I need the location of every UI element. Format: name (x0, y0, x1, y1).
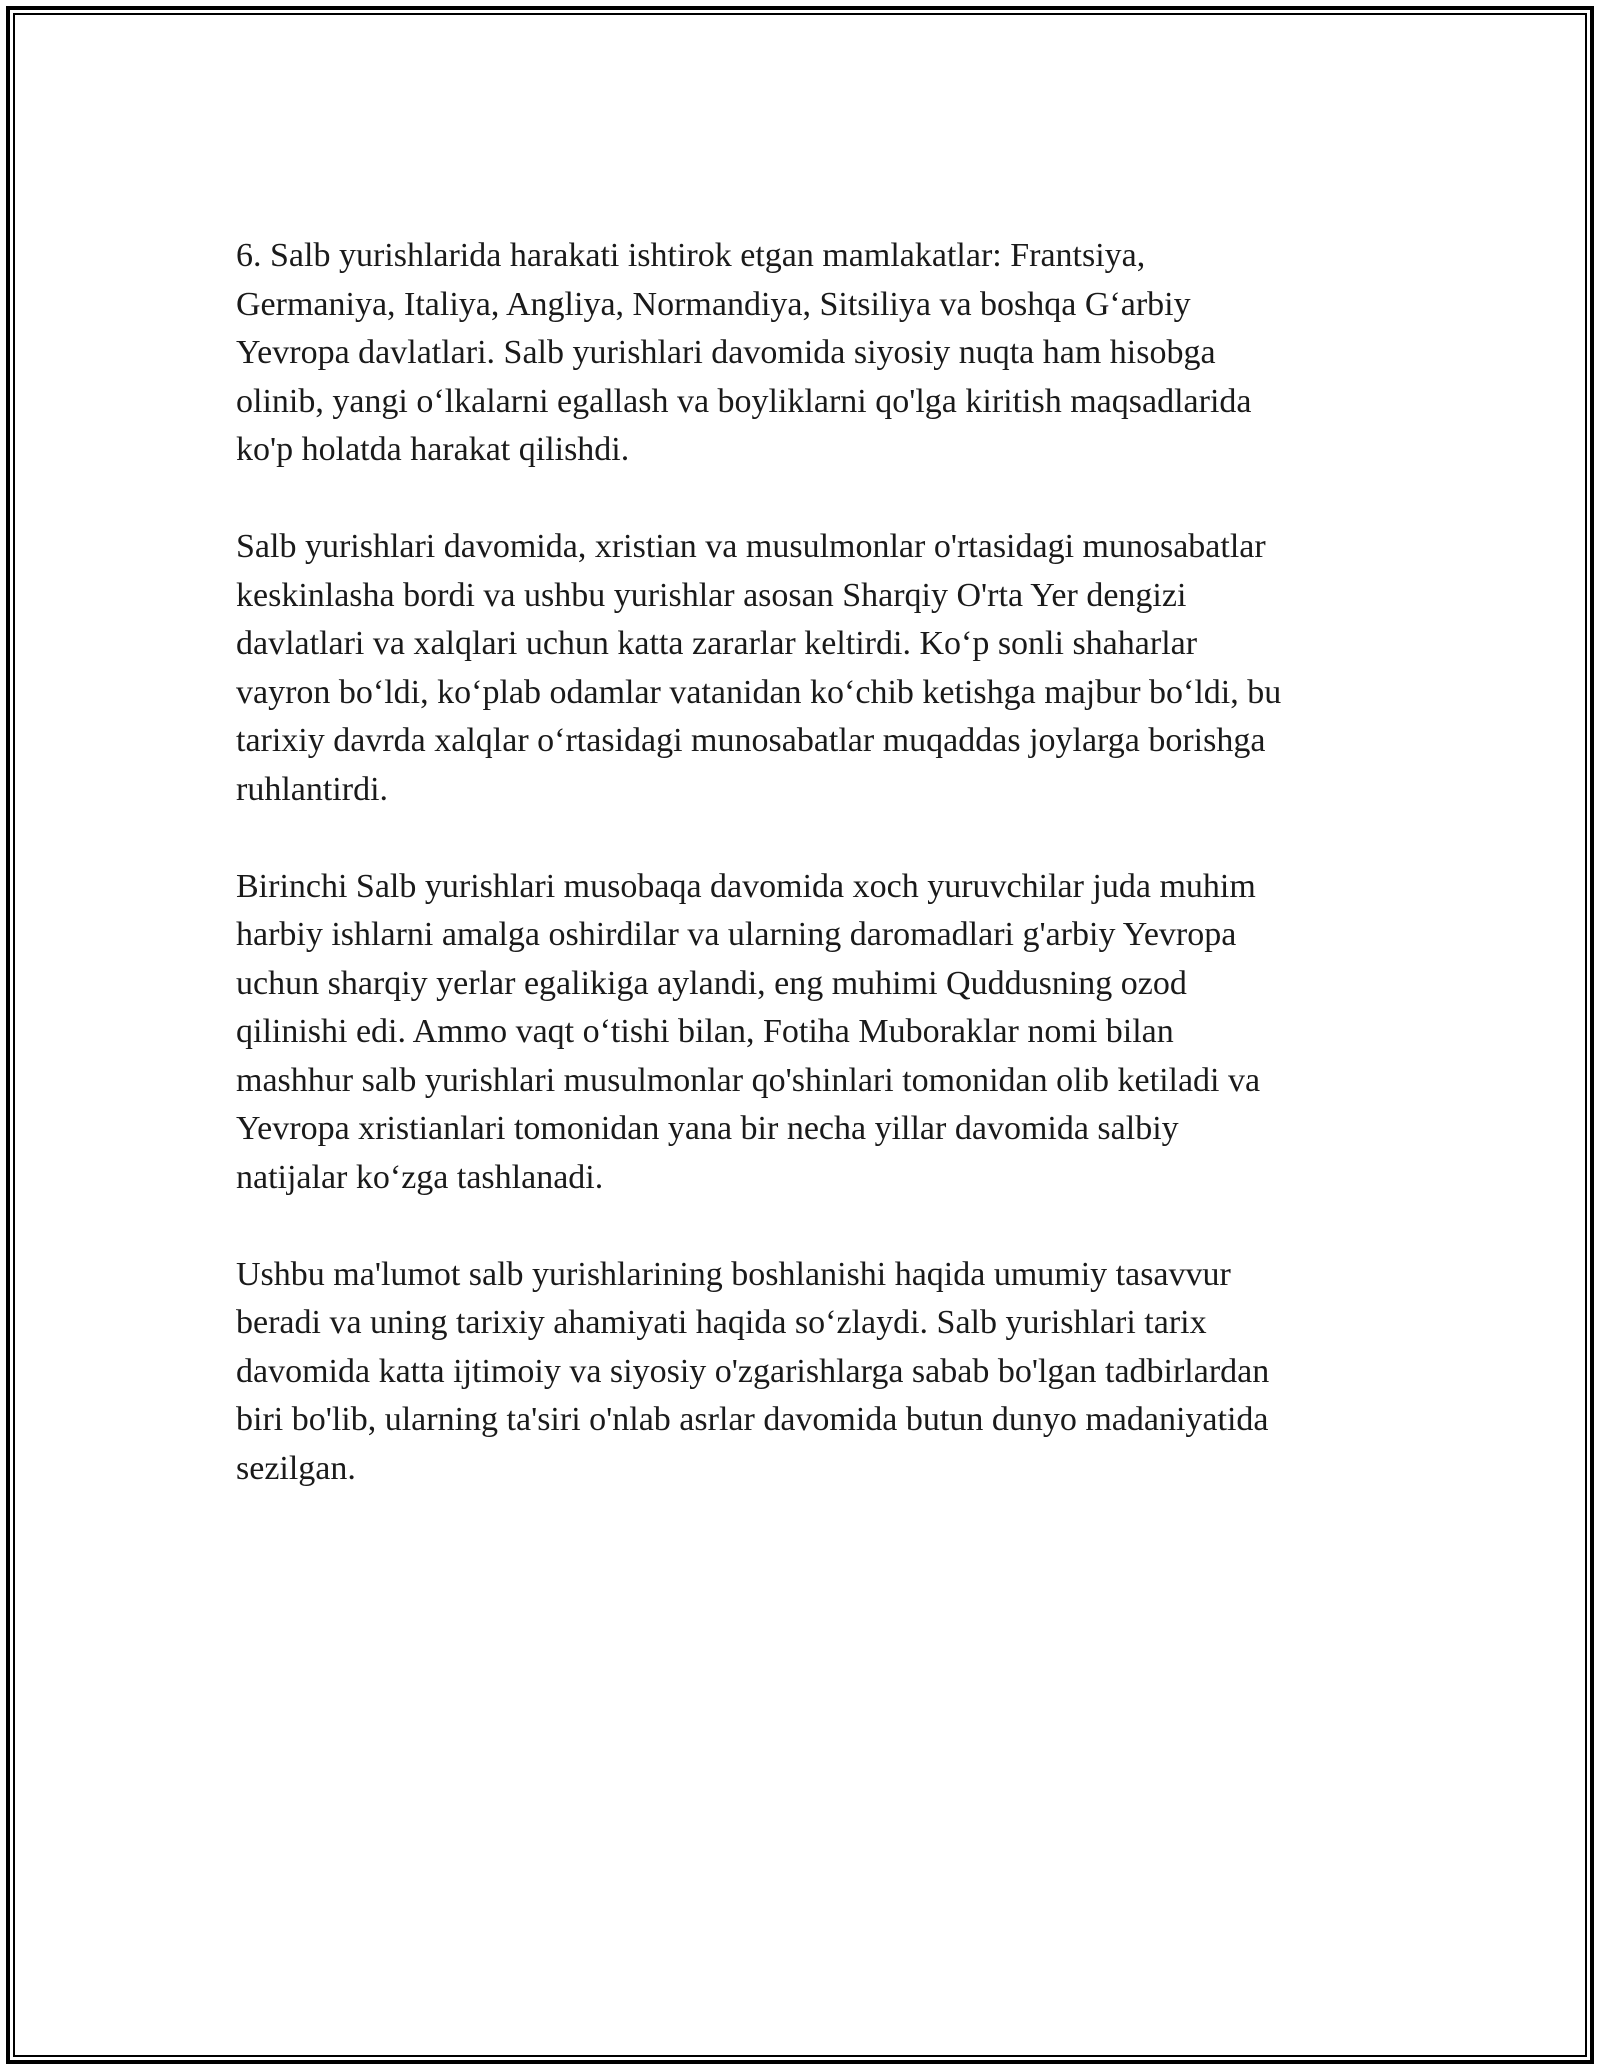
paragraph-1: 6. Salb yurishlarida harakati ishtirok etgan mamlakatlar: Frantsiya, Germaniya, Italiya, Angliya, Normandiya, Sitsiliya va boshqa G‘arbiy Yevropa davlatlari. Salb yurishlari davomida siyosiy nuqta ham hisobga olinib, yangi o‘lkalarni egallash va boyliklarni qo'lga kiritish maqsadlarida ko'p holatda harakat qilishdi. (236, 237, 1252, 468)
paragraph-3: Birinchi Salb yurishlari musobaqa davomida xoch yuruvchilar juda muhim harbiy ishlarni amalga oshirdilar va ularning daromadlari g'arbiy Yevropa uchun sharqiy yerlar egalikiga aylandi, eng muhimi Quddusning ozod qilinishi edi. Ammo vaqt o‘tishi bilan, Fotiha Muboraklar nomi bilan mashhur salb yurishlari musulmonlar qo'shinlari tomonidan olib ketiladi va Yevropa xristianlari tomonidan yana bir necha yillar davomida salbiy natijalar ko‘zga tashlanadi. (236, 867, 1261, 1196)
paragraph-2: Salb yurishlari davomida, xristian va musulmonlar o'rtasidagi munosabatlar keskinlasha bordi va ushbu yurishlar asosan Sharqiy O'rta Yer dengizi davlatlari va xalqlari uchun katta zararlar keltirdi. Ko‘p sonli shaharlar vayron bo‘ldi, ko‘plab odamlar vatanidan ko‘chib ketishga majbur bo‘ldi, bu tarixiy davrda xalqlar o‘rtasidagi munosabatlar muqaddas joylarga borishga ruhlantirdi. (236, 528, 1282, 808)
paragraph-4: Ushbu ma'lumot salb yurishlarining boshlanishi haqida umumiy tasavvur beradi va uning tarixiy ahamiyati haqida so‘zlaydi. Salb yurishlari tarix davomida katta ijtimoiy va siyosiy o'zgarishlarga sabab bo'lgan tadbirlardan biri bo'lib, ularning ta'siri o'nlab asrlar davomida butun dunyo madaniyatida sezilgan. (236, 1255, 1270, 1487)
document-body (236, 232, 1396, 1542)
